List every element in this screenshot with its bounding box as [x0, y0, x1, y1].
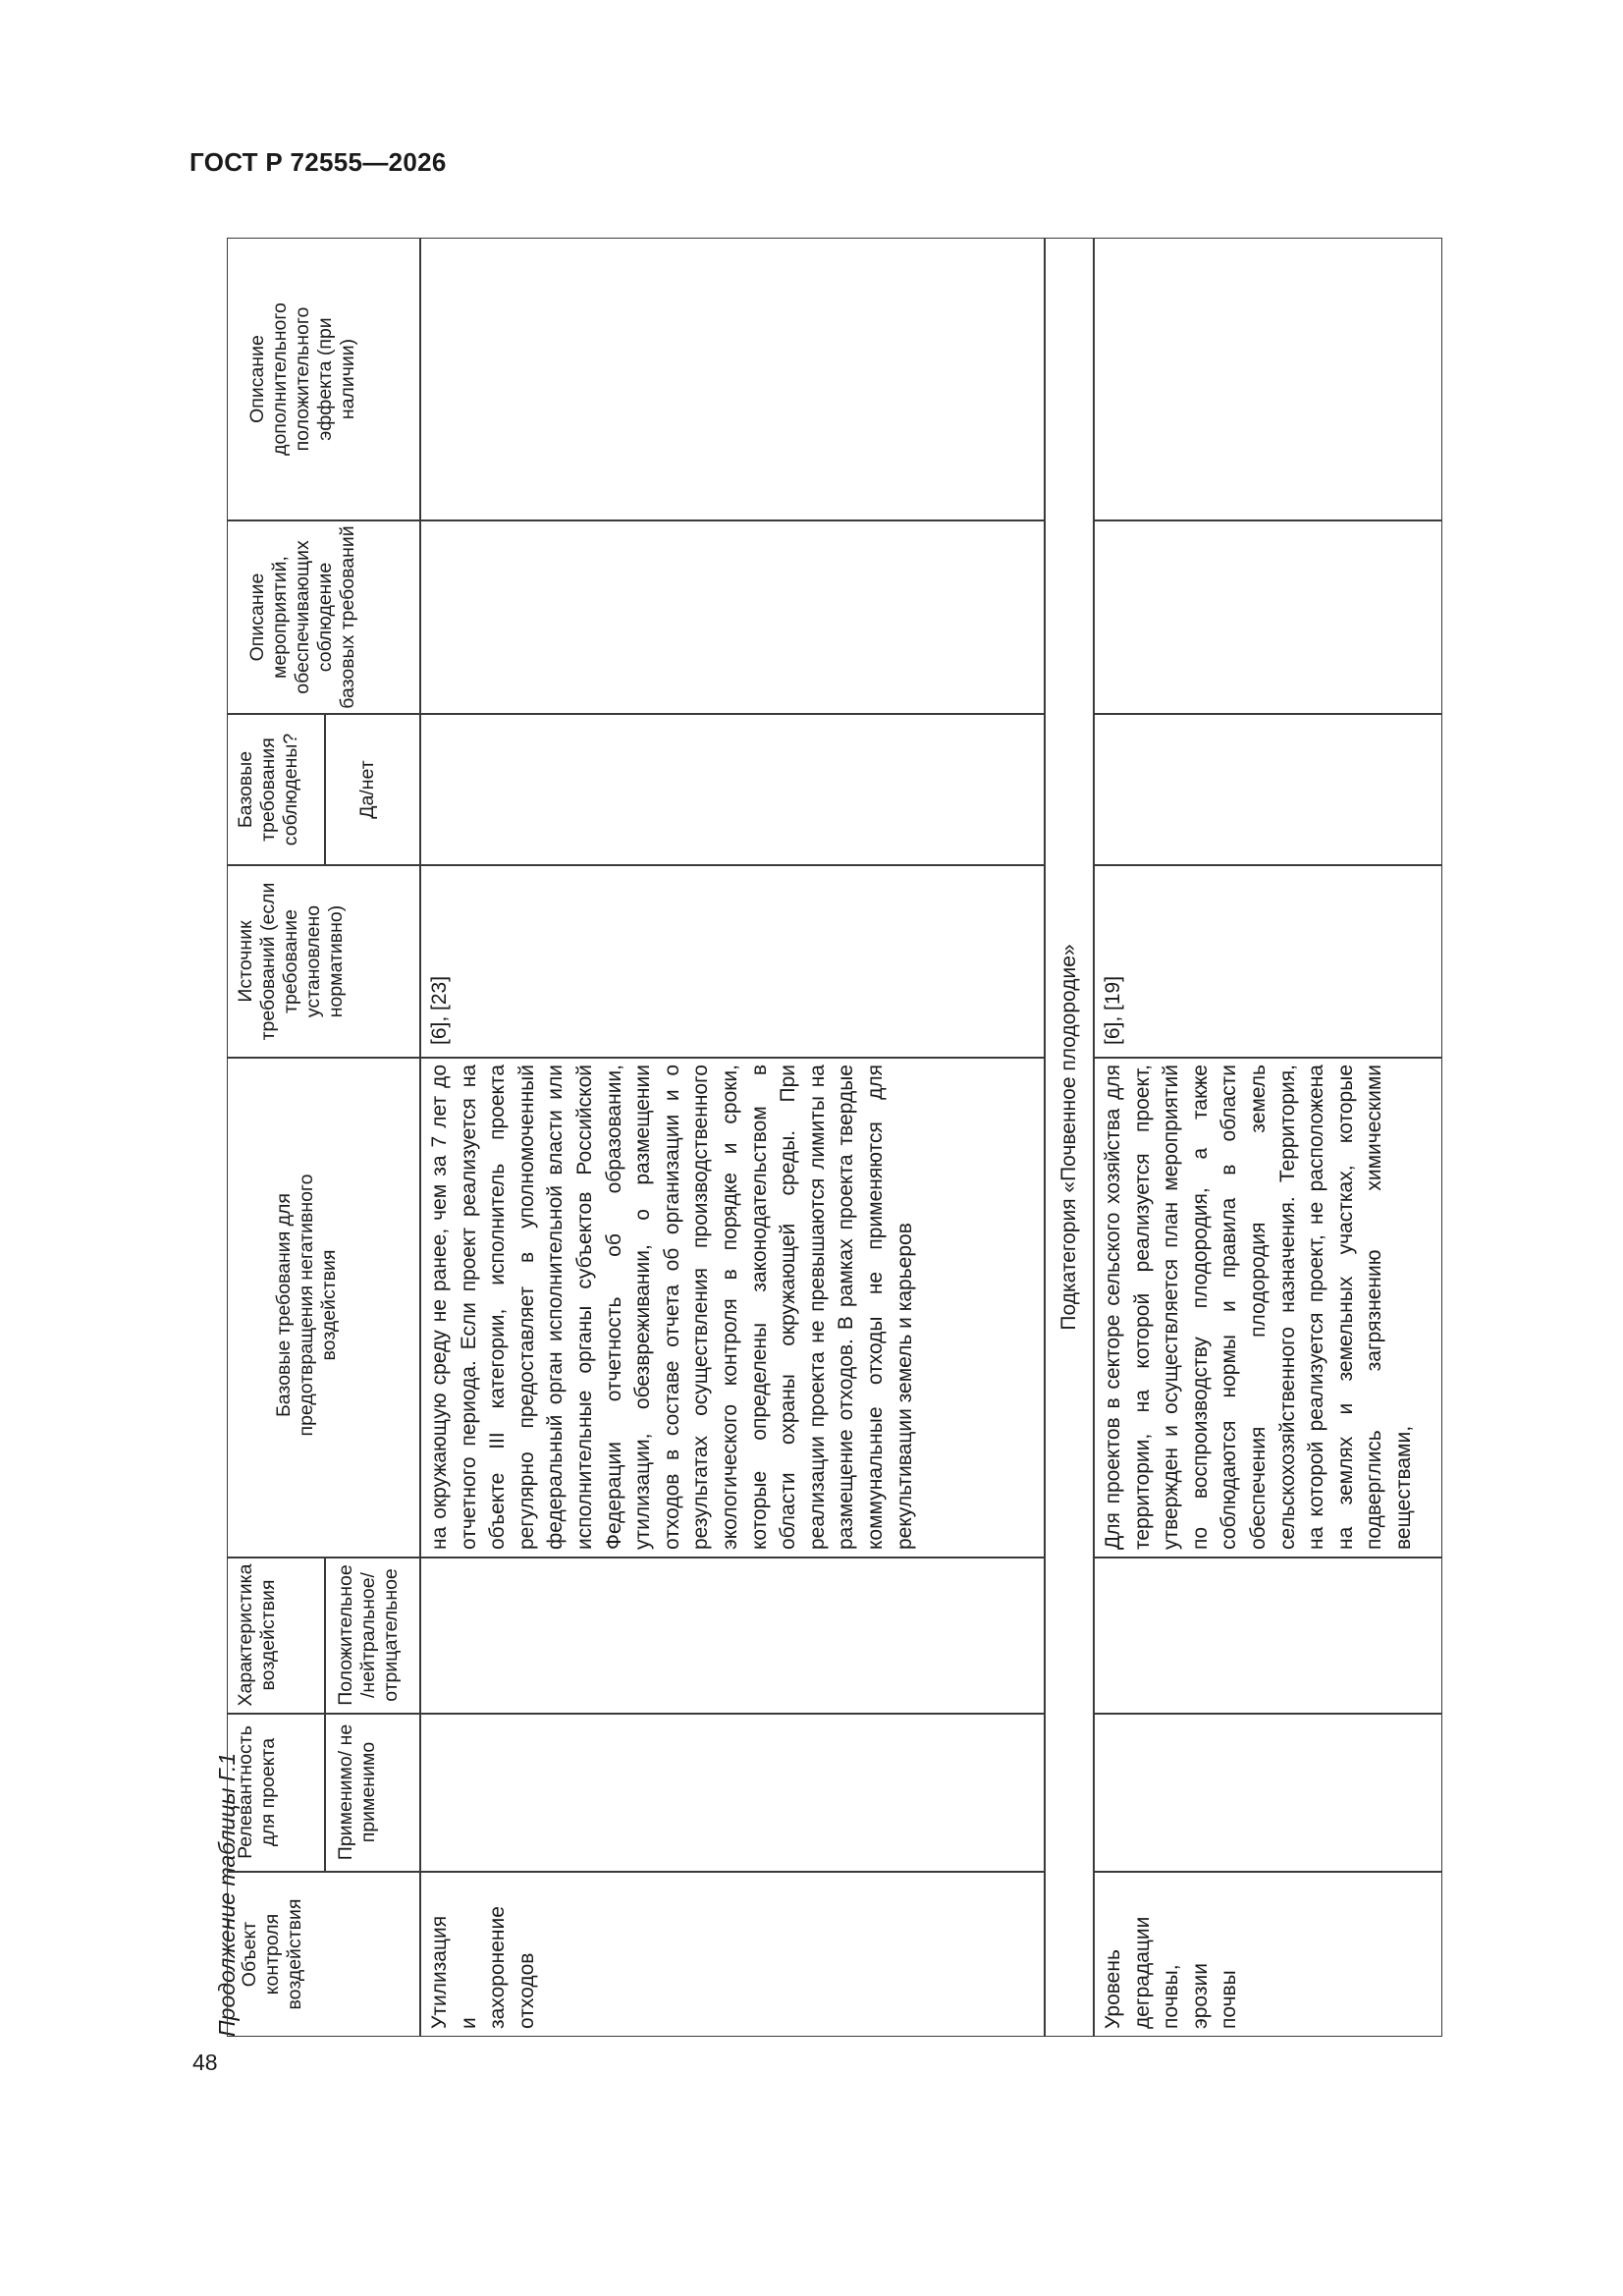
- table-cell: [1094, 238, 1442, 520]
- row-requirements-text: на окружающую среду не ранее, чем за 7 лет до отчетного периода. Если проект реализуется на объекте III категории, исполнитель проекта регулярно предоставляет в уполномоченный федеральный орган исполнительной власти или исполнительные органы субъектов Российской Федерации отчетность об образовании, утилизации, обезвреживании, о размещении отходов в составе отчета об организации и о результатах осуществления производственного экологического контроля в порядке и сроки, которые определены законодательством в области охраны окружающей среды. При реализации проекта не превышаются лимиты на размещение отходов. В рамках проекта твердые коммунальные отходы не применяются для рекультивации земель и карьеров: [428, 1065, 916, 1550]
- table-continuation-label: Продолжение таблицы Г.1: [214, 1752, 240, 2037]
- header-met-text: Базовые требования соблюдены?: [235, 733, 301, 847]
- row-object-text: Уровень деградации почвы, эрозии почвы: [1102, 1916, 1241, 2029]
- table-cell: [420, 1558, 1045, 1714]
- table-cell: [1094, 520, 1442, 714]
- header-impact-text: Характеристика воздействия: [235, 1563, 279, 1707]
- header-requirements-text: Базовые требования для предотвращения негативного воздействия: [273, 1174, 340, 1437]
- table-cell: [420, 520, 1045, 714]
- table-cell: [1094, 865, 1442, 1058]
- header-effect-text: Описание дополнительного положительного эффекта (при наличии): [246, 302, 358, 456]
- row-object-text: Утилизация и захоронение отходов: [428, 1906, 538, 2029]
- subcategory-text: Подкатегория «Почвенное плодородие»: [1057, 944, 1080, 1331]
- table-cell: [1094, 1558, 1442, 1714]
- requirements-table: [227, 238, 1442, 2037]
- table-cell: [420, 238, 1045, 520]
- row-requirements-text: Для проектов в секторе сельского хозяйства для территории, на которой реализуется проект, утвержден и осуществляется план мероприятий по воспроизводству плодородия, а также соблюдаются нормы и правила в области обеспечения плодородия земель сельскохозяйственного назначения. Территория, на которой реализуется проект, не расположена на землях и земельных участках, которые подверглись загрязнению химическими веществами,: [1102, 1065, 1415, 1550]
- table-cell: [1094, 714, 1442, 865]
- page-number: 48: [192, 2050, 218, 2075]
- table-cell: [1094, 1714, 1442, 1872]
- document-code: ГОСТ Р 72555—2026: [189, 147, 447, 177]
- table-cell: [420, 1714, 1045, 1872]
- header-impact-sub-text: Положительное /нейтральное/ отрицательное: [335, 1564, 402, 1706]
- row-source-text: [6], [19]: [1102, 975, 1124, 1045]
- table-cell: [420, 865, 1045, 1058]
- table-cell: [420, 714, 1045, 865]
- header-relevance-sub-text: Применимо/ не применимо: [335, 1723, 379, 1861]
- header-source-text: Источник требований (если требование установлено нормативно): [235, 882, 347, 1041]
- header-met-sub-text: Да/нет: [356, 760, 378, 819]
- header-measures-text: Описание мероприятий, обеспечивающих соблюдение базовых требований: [246, 525, 358, 709]
- header-relevance-text: Релевантность для проекта: [235, 1725, 279, 1859]
- row-source-text: [6], [23]: [428, 975, 451, 1045]
- header-object-text: Объект контроля воздействия: [239, 1898, 305, 2010]
